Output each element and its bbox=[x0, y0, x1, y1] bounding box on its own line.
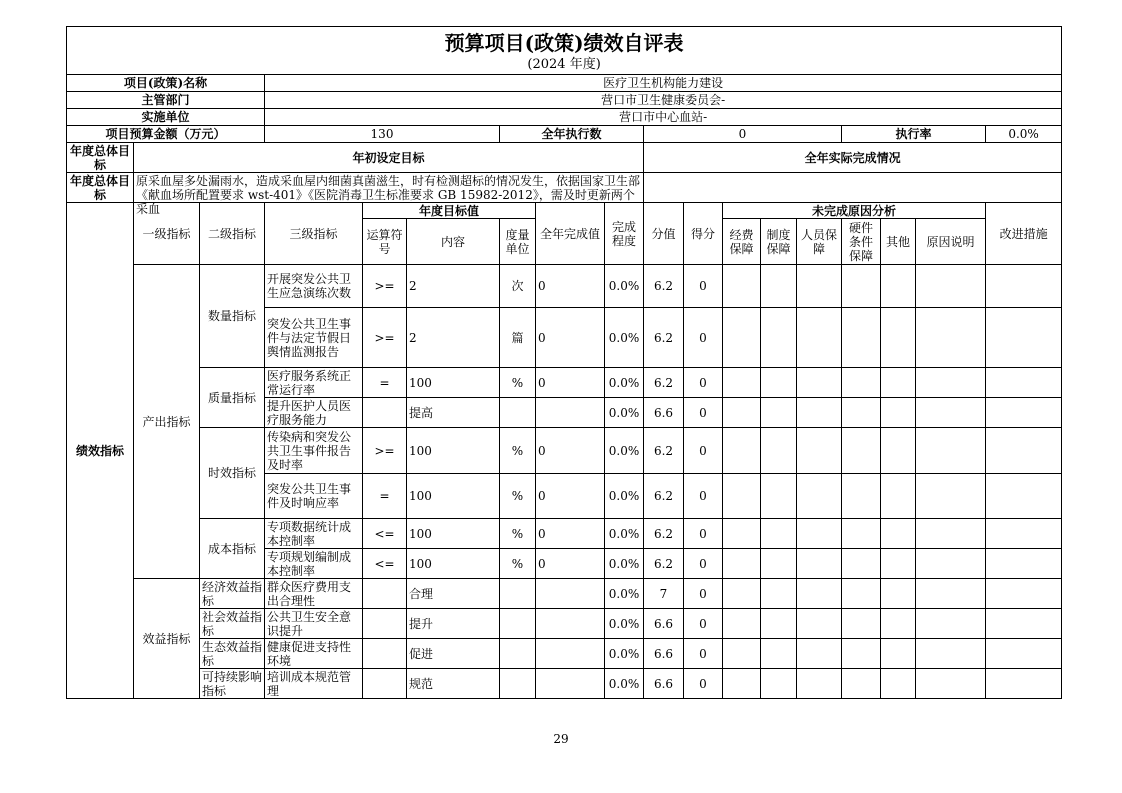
group-timeliness: 时效指标 bbox=[200, 428, 265, 519]
content-cell: 提高 bbox=[407, 398, 500, 428]
op-cell: >= bbox=[363, 265, 407, 308]
empty-cell bbox=[797, 368, 842, 398]
empty-cell bbox=[723, 549, 761, 579]
empty-cell bbox=[723, 609, 761, 639]
annual-target-header: 年度目标值 bbox=[363, 203, 536, 219]
content-cell: 100 bbox=[407, 474, 500, 519]
score-cell: 0 bbox=[684, 474, 723, 519]
empty-cell bbox=[761, 308, 797, 368]
empty-cell bbox=[986, 609, 1062, 639]
content-cell: 合理 bbox=[407, 579, 500, 609]
empty-cell bbox=[797, 428, 842, 474]
empty-cell bbox=[986, 368, 1062, 398]
weight-cell: 6.6 bbox=[644, 398, 684, 428]
project-name-label: 项目(政策)名称 bbox=[67, 75, 265, 92]
unit-cell: % bbox=[500, 519, 536, 549]
table-row bbox=[67, 579, 1062, 609]
empty-cell bbox=[916, 669, 986, 699]
unit-header: 度量单位 bbox=[500, 219, 536, 265]
unit-cell bbox=[500, 609, 536, 639]
empty-cell bbox=[916, 579, 986, 609]
empty-cell bbox=[761, 265, 797, 308]
empty-cell bbox=[842, 428, 881, 474]
op-cell: = bbox=[363, 474, 407, 519]
content-cell: 100 bbox=[407, 549, 500, 579]
empty-cell bbox=[986, 428, 1062, 474]
empty-cell bbox=[797, 609, 842, 639]
empty-cell bbox=[797, 265, 842, 308]
unit-cell: 次 bbox=[500, 265, 536, 308]
empty-cell bbox=[797, 519, 842, 549]
unit-cell bbox=[500, 579, 536, 609]
empty-cell bbox=[761, 579, 797, 609]
score-cell: 0 bbox=[684, 579, 723, 609]
unit-cell: % bbox=[500, 368, 536, 398]
table-row bbox=[67, 519, 1062, 549]
content-cell: 提升 bbox=[407, 609, 500, 639]
degree-cell: 0.0% bbox=[605, 398, 644, 428]
empty-cell bbox=[881, 639, 916, 669]
done-cell: 0 bbox=[536, 368, 605, 398]
content-cell: 2 bbox=[407, 265, 500, 308]
score-header: 得分 bbox=[684, 203, 723, 265]
degree-cell: 0.0% bbox=[605, 265, 644, 308]
empty-cell bbox=[916, 428, 986, 474]
empty-cell bbox=[723, 639, 761, 669]
weight-cell: 6.6 bbox=[644, 669, 684, 699]
empty-cell bbox=[842, 639, 881, 669]
weight-cell: 6.2 bbox=[644, 265, 684, 308]
empty-cell bbox=[842, 368, 881, 398]
empty-cell bbox=[881, 398, 916, 428]
done-cell bbox=[536, 639, 605, 669]
op-header: 运算符号 bbox=[363, 219, 407, 265]
group-economic: 经济效益指标 bbox=[200, 579, 265, 609]
op-cell: >= bbox=[363, 428, 407, 474]
unit-cell bbox=[500, 398, 536, 428]
dept-label: 主管部门 bbox=[67, 92, 265, 109]
done-cell: 0 bbox=[536, 549, 605, 579]
indicator-name: 健康促进支持性环境 bbox=[265, 639, 363, 669]
done-cell: 0 bbox=[536, 265, 605, 308]
done-cell: 0 bbox=[536, 428, 605, 474]
budget-label: 项目预算金额（万元） bbox=[67, 126, 265, 143]
empty-cell bbox=[842, 308, 881, 368]
page-number: 29 bbox=[553, 732, 569, 746]
level1-header: 一级指标 bbox=[134, 203, 200, 265]
score-cell: 0 bbox=[684, 519, 723, 549]
done-cell bbox=[536, 398, 605, 428]
content-cell: 规范 bbox=[407, 669, 500, 699]
project-name: 医疗卫生机构能力建设 bbox=[265, 75, 1062, 92]
group-social: 社会效益指标 bbox=[200, 609, 265, 639]
empty-cell bbox=[881, 368, 916, 398]
indicator-name: 开展突发公共卫生应急演练次数 bbox=[265, 265, 363, 308]
empty-cell bbox=[797, 308, 842, 368]
empty-cell bbox=[916, 474, 986, 519]
table-row bbox=[67, 669, 1062, 699]
empty-cell bbox=[986, 398, 1062, 428]
empty-cell bbox=[986, 669, 1062, 699]
empty-cell bbox=[986, 519, 1062, 549]
degree-header: 完成程度 bbox=[605, 203, 644, 265]
table-row bbox=[67, 368, 1062, 398]
empty-cell bbox=[723, 265, 761, 308]
content-cell: 100 bbox=[407, 428, 500, 474]
table-row bbox=[67, 639, 1062, 669]
reason-fund-header: 经费保障 bbox=[723, 219, 761, 265]
op-cell bbox=[363, 609, 407, 639]
degree-cell: 0.0% bbox=[605, 549, 644, 579]
rate-label: 执行率 bbox=[842, 126, 986, 143]
empty-cell bbox=[723, 579, 761, 609]
empty-cell bbox=[761, 549, 797, 579]
table-row bbox=[67, 428, 1062, 474]
empty-cell bbox=[986, 265, 1062, 308]
indicator-name: 提升医护人员医疗服务能力 bbox=[265, 398, 363, 428]
empty-cell bbox=[723, 368, 761, 398]
empty-cell bbox=[723, 398, 761, 428]
empty-cell bbox=[797, 474, 842, 519]
op-cell: <= bbox=[363, 549, 407, 579]
unit-cell: % bbox=[500, 428, 536, 474]
score-cell: 0 bbox=[684, 398, 723, 428]
empty-cell bbox=[761, 639, 797, 669]
unit-cell bbox=[500, 639, 536, 669]
empty-cell bbox=[761, 398, 797, 428]
weight-cell: 6.2 bbox=[644, 368, 684, 398]
exec-label: 全年执行数 bbox=[500, 126, 644, 143]
reason-note-header: 原因说明 bbox=[916, 219, 986, 265]
empty-cell bbox=[881, 609, 916, 639]
goal-actual-text bbox=[644, 173, 1062, 203]
empty-cell bbox=[761, 428, 797, 474]
empty-cell bbox=[797, 669, 842, 699]
group-quantity: 数量指标 bbox=[200, 265, 265, 368]
op-cell bbox=[363, 579, 407, 609]
degree-cell: 0.0% bbox=[605, 474, 644, 519]
empty-cell bbox=[842, 398, 881, 428]
empty-cell bbox=[986, 639, 1062, 669]
empty-cell bbox=[842, 474, 881, 519]
weight-cell: 6.2 bbox=[644, 474, 684, 519]
exec-value: 0 bbox=[644, 126, 842, 143]
empty-cell bbox=[881, 549, 916, 579]
unit-cell bbox=[500, 669, 536, 699]
reason-analysis-header: 未完成原因分析 bbox=[723, 203, 986, 219]
weight-cell: 6.2 bbox=[644, 519, 684, 549]
empty-cell bbox=[723, 519, 761, 549]
empty-cell bbox=[881, 669, 916, 699]
degree-cell: 0.0% bbox=[605, 639, 644, 669]
empty-cell bbox=[881, 519, 916, 549]
done-cell: 0 bbox=[536, 308, 605, 368]
score-cell: 0 bbox=[684, 609, 723, 639]
level3-header: 三级指标 bbox=[265, 203, 363, 265]
group-eco: 生态效益指标 bbox=[200, 639, 265, 669]
empty-cell bbox=[797, 549, 842, 579]
table-row bbox=[67, 265, 1062, 308]
goal-actual-label: 全年实际完成情况 bbox=[644, 143, 1062, 173]
empty-cell bbox=[797, 639, 842, 669]
empty-cell bbox=[723, 428, 761, 474]
degree-cell: 0.0% bbox=[605, 519, 644, 549]
page-title: 预算项目(政策)绩效自评表 bbox=[67, 27, 1062, 57]
indicator-name: 传染病和突发公共卫生事件报告及时率 bbox=[265, 428, 363, 474]
empty-cell bbox=[842, 519, 881, 549]
degree-cell: 0.0% bbox=[605, 428, 644, 474]
indicator-name: 医疗服务系统正常运行率 bbox=[265, 368, 363, 398]
empty-cell bbox=[986, 579, 1062, 609]
unit-cell: 篇 bbox=[500, 308, 536, 368]
goal-row-label: 年度总体目标 bbox=[67, 173, 134, 203]
empty-cell bbox=[916, 368, 986, 398]
unit-label: 实施单位 bbox=[67, 109, 265, 126]
op-cell: <= bbox=[363, 519, 407, 549]
indicator-name: 突发公共卫生事件及时响应率 bbox=[265, 474, 363, 519]
op-cell bbox=[363, 669, 407, 699]
empty-cell bbox=[916, 308, 986, 368]
content-cell: 100 bbox=[407, 519, 500, 549]
empty-cell bbox=[881, 428, 916, 474]
goal-text: 原采血屋多处漏雨水，造成采血屋内细菌真菌滋生，时有检测超标的情况发生，依据国家卫生部《献血场所配置要求 wst-401》《医院消毒卫生标准要求 GB 15982-2012》，需及时更新两个采血 bbox=[134, 173, 644, 203]
empty-cell bbox=[986, 549, 1062, 579]
year-label: (2024 年度) bbox=[67, 57, 1062, 75]
weight-cell: 6.6 bbox=[644, 609, 684, 639]
empty-cell bbox=[916, 609, 986, 639]
done-cell bbox=[536, 579, 605, 609]
score-cell: 0 bbox=[684, 368, 723, 398]
indicator-name: 群众医疗费用支出合理性 bbox=[265, 579, 363, 609]
group-sustain: 可持续影响指标 bbox=[200, 669, 265, 699]
degree-cell: 0.0% bbox=[605, 609, 644, 639]
empty-cell bbox=[723, 669, 761, 699]
performance-sheet bbox=[66, 26, 1055, 699]
content-cell: 促进 bbox=[407, 639, 500, 669]
empty-cell bbox=[761, 669, 797, 699]
empty-cell bbox=[916, 549, 986, 579]
score-cell: 0 bbox=[684, 549, 723, 579]
empty-cell bbox=[842, 669, 881, 699]
budget-value: 130 bbox=[265, 126, 500, 143]
score-cell: 0 bbox=[684, 669, 723, 699]
empty-cell bbox=[986, 474, 1062, 519]
perf-label: 绩效指标 bbox=[67, 203, 134, 699]
unit-value: 营口市中心血站- bbox=[265, 109, 1062, 126]
empty-cell bbox=[916, 639, 986, 669]
indicator-name: 专项数据统计成本控制率 bbox=[265, 519, 363, 549]
content-cell: 100 bbox=[407, 368, 500, 398]
reason-system-header: 制度保障 bbox=[761, 219, 797, 265]
empty-cell bbox=[723, 474, 761, 519]
score-cell: 0 bbox=[684, 639, 723, 669]
weight-cell: 7 bbox=[644, 579, 684, 609]
empty-cell bbox=[916, 398, 986, 428]
empty-cell bbox=[842, 265, 881, 308]
empty-cell bbox=[881, 474, 916, 519]
op-cell: = bbox=[363, 368, 407, 398]
indicator-name: 专项规划编制成本控制率 bbox=[265, 549, 363, 579]
empty-cell bbox=[916, 519, 986, 549]
indicator-name: 突发公共卫生事件与法定节假日舆情监测报告 bbox=[265, 308, 363, 368]
empty-cell bbox=[797, 579, 842, 609]
goal-set-label: 年初设定目标 bbox=[134, 143, 644, 173]
empty-cell bbox=[986, 308, 1062, 368]
degree-cell: 0.0% bbox=[605, 669, 644, 699]
op-cell bbox=[363, 398, 407, 428]
table-row bbox=[67, 609, 1062, 639]
empty-cell bbox=[723, 308, 761, 368]
content-cell: 2 bbox=[407, 308, 500, 368]
reason-staff-header: 人员保障 bbox=[797, 219, 842, 265]
indicator-name: 公共卫生安全意识提升 bbox=[265, 609, 363, 639]
indicator-name: 培训成本规范管理 bbox=[265, 669, 363, 699]
weight-cell: 6.6 bbox=[644, 639, 684, 669]
weight-cell: 6.2 bbox=[644, 428, 684, 474]
empty-cell bbox=[761, 474, 797, 519]
group-output: 产出指标 bbox=[134, 265, 200, 579]
unit-cell: % bbox=[500, 549, 536, 579]
reason-other-header: 其他 bbox=[881, 219, 916, 265]
empty-cell bbox=[842, 579, 881, 609]
empty-cell bbox=[761, 368, 797, 398]
improve-header: 改进措施 bbox=[986, 203, 1062, 265]
empty-cell bbox=[842, 609, 881, 639]
empty-cell bbox=[797, 398, 842, 428]
empty-cell bbox=[761, 519, 797, 549]
content-header: 内容 bbox=[407, 219, 500, 265]
group-cost: 成本指标 bbox=[200, 519, 265, 579]
empty-cell bbox=[916, 265, 986, 308]
empty-cell bbox=[881, 579, 916, 609]
op-cell bbox=[363, 639, 407, 669]
level2-header: 二级指标 bbox=[200, 203, 265, 265]
unit-cell: % bbox=[500, 474, 536, 519]
degree-cell: 0.0% bbox=[605, 308, 644, 368]
reason-hardware-header: 硬件条件保障 bbox=[842, 219, 881, 265]
degree-cell: 0.0% bbox=[605, 579, 644, 609]
degree-cell: 0.0% bbox=[605, 368, 644, 398]
empty-cell bbox=[881, 265, 916, 308]
performance-table bbox=[66, 26, 1062, 699]
group-benefit: 效益指标 bbox=[134, 579, 200, 699]
rate-value: 0.0% bbox=[986, 126, 1062, 143]
done-cell bbox=[536, 609, 605, 639]
score-cell: 0 bbox=[684, 265, 723, 308]
group-quality: 质量指标 bbox=[200, 368, 265, 428]
done-cell bbox=[536, 669, 605, 699]
weight-cell: 6.2 bbox=[644, 549, 684, 579]
empty-cell bbox=[842, 549, 881, 579]
op-cell: >= bbox=[363, 308, 407, 368]
score-cell: 0 bbox=[684, 428, 723, 474]
score-cell: 0 bbox=[684, 308, 723, 368]
done-header: 全年完成值 bbox=[536, 203, 605, 265]
weight-cell: 6.2 bbox=[644, 308, 684, 368]
empty-cell bbox=[761, 609, 797, 639]
done-cell: 0 bbox=[536, 519, 605, 549]
dept-value: 营口市卫生健康委员会- bbox=[265, 92, 1062, 109]
empty-cell bbox=[881, 308, 916, 368]
weight-header: 分值 bbox=[644, 203, 684, 265]
done-cell: 0 bbox=[536, 474, 605, 519]
goal-header-label: 年度总体目标 bbox=[67, 143, 134, 173]
